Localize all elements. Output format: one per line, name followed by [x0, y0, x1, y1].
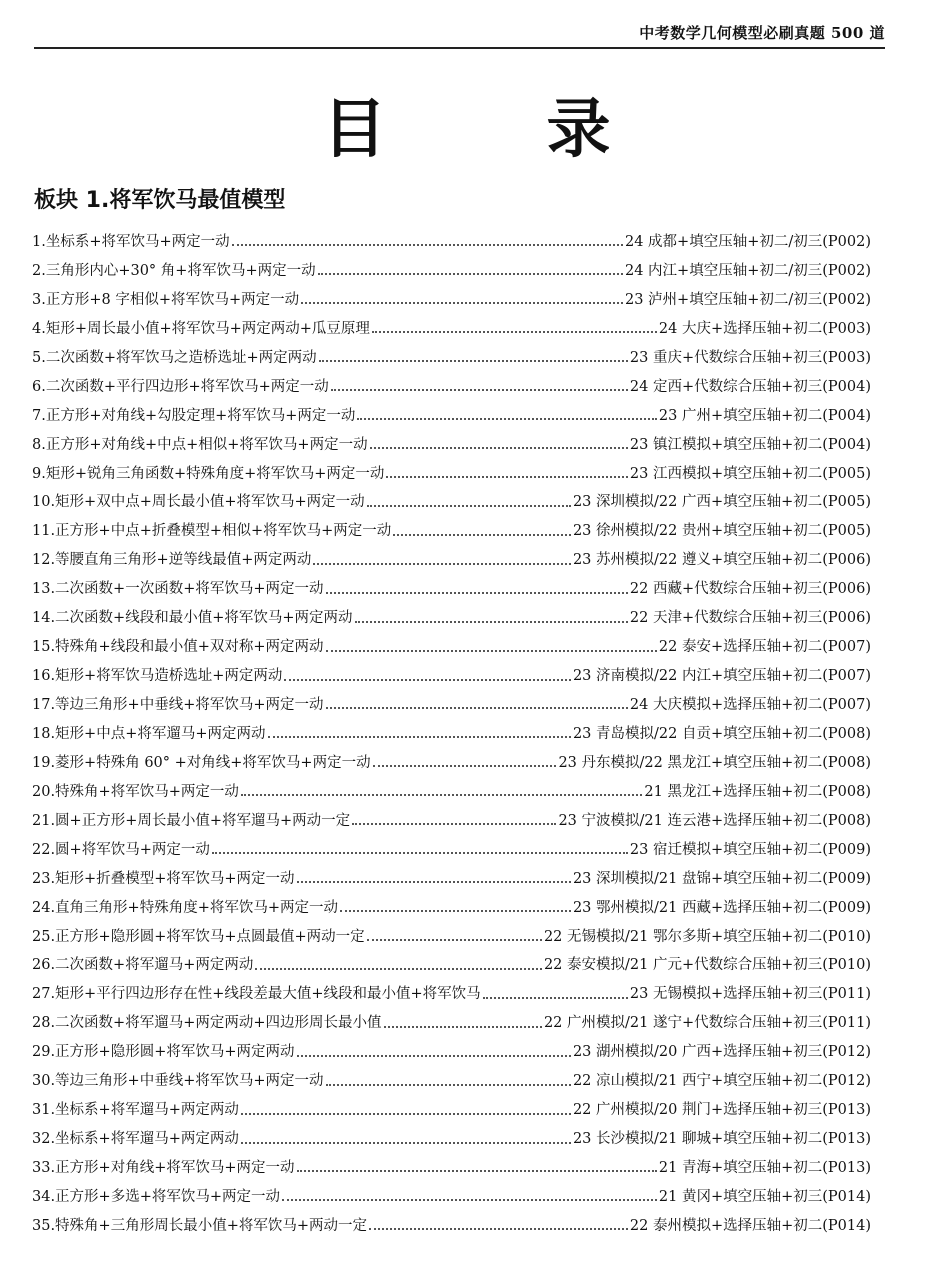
toc-leader-dots — [297, 1055, 571, 1057]
toc-list — [32, 228, 871, 1241]
toc-leader-dots — [297, 881, 571, 883]
toc-entry-title: 21.圆+正方形+周长最小值+将军遛马+两动一定 — [32, 812, 351, 829]
toc-entry-source: 23 宁波模拟/21 连云港+选择压轴+初二(P008) — [558, 812, 871, 829]
toc-entry-title: 17.等边三角形+中垂线+将军饮马+两定一动 — [32, 697, 324, 713]
toc-leader-dots — [326, 650, 657, 652]
toc-entry-title: 5.二次函数+将军饮马之造桥选址+两定两动 — [32, 349, 317, 366]
toc-leader-dots — [373, 765, 557, 767]
toc-entry-title: 29.正方形+隐形圆+将军饮马+两定两动 — [32, 1044, 295, 1061]
toc-entry-title: 23.矩形+折叠模型+将军饮马+两定一动 — [32, 870, 295, 887]
toc-leader-dots — [326, 707, 628, 709]
toc-entry[interactable] — [32, 575, 871, 604]
toc-entry-source: 22 泰州模拟+选择压轴+初二(P014) — [629, 1217, 871, 1234]
toc-entry[interactable] — [32, 749, 871, 778]
toc-entry[interactable] — [32, 344, 871, 373]
toc-entry[interactable] — [32, 894, 871, 923]
toc-entry[interactable] — [32, 633, 871, 662]
toc-entry-title: 3.正方形+8 字相似+将军饮马+两定一动 — [32, 291, 300, 308]
toc-leader-dots — [372, 331, 657, 333]
toc-entry-source: 23 广州+填空压轴+初二(P004) — [658, 407, 871, 424]
toc-entry-source: 21 黄冈+填空压轴+初三(P014) — [658, 1188, 871, 1205]
toc-leader-dots — [386, 476, 627, 478]
toc-entry-source: 23 湖州模拟/20 广西+选择压轴+初三(P012) — [572, 1044, 871, 1061]
toc-entry[interactable] — [32, 807, 871, 836]
toc-entry-title: 2.三角形内心+30° 角+将军饮马+两定一动 — [32, 262, 316, 279]
toc-entry[interactable] — [32, 1212, 871, 1241]
toc-entry-source: 24 内江+填空压轴+初二/初三(P002) — [625, 262, 871, 279]
toc-entry-title: 27.矩形+平行四边形存在性+线段差最大值+线段和最小值+将军饮马 — [32, 986, 481, 1003]
toc-entry[interactable] — [32, 1154, 871, 1183]
toc-entry-source: 23 深圳模拟/22 广西+填空压轴+初二(P005) — [572, 494, 871, 511]
toc-entry-title: 30.等边三角形+中垂线+将军饮马+两定一动 — [32, 1073, 324, 1090]
toc-entry-title: 28.二次函数+将军遛马+两定两动+四边形周长最小值 — [32, 1015, 382, 1032]
toc-leader-dots — [255, 968, 542, 970]
toc-entry-title: 26.二次函数+将军遛马+两定两动 — [32, 957, 254, 974]
toc-entry[interactable] — [32, 1009, 871, 1038]
toc-entry-source: 22 泰安模拟/21 广元+代数综合压轴+初三(P010) — [543, 957, 871, 974]
toc-entry[interactable] — [32, 402, 871, 431]
toc-entry[interactable] — [32, 691, 871, 720]
toc-leader-dots — [241, 1142, 571, 1144]
toc-entry[interactable] — [32, 1038, 871, 1067]
toc-leader-dots — [232, 244, 623, 246]
toc-entry-source: 22 泰安+选择压轴+初二(P007) — [658, 639, 871, 656]
toc-entry-title: 18.矩形+中点+将军遛马+两定两动 — [32, 725, 266, 742]
toc-entry-title: 8.正方形+对角线+中点+相似+将军饮马+两定一动 — [32, 436, 368, 453]
toc-leader-dots — [367, 939, 542, 941]
toc-entry-title: 19.菱形+特殊角 60° +对角线+将军饮马+两定一动 — [32, 754, 371, 771]
toc-entry[interactable] — [32, 865, 871, 894]
toc-entry[interactable] — [32, 286, 871, 315]
toc-entry-source: 23 重庆+代数综合压轴+初三(P003) — [629, 349, 871, 366]
toc-leader-dots — [326, 1084, 571, 1086]
toc-entry[interactable] — [32, 517, 871, 546]
toc-entry-title: 10.矩形+双中点+周长最小值+将军饮马+两定一动 — [32, 494, 365, 511]
toc-entry-title: 14.二次函数+线段和最小值+将军饮马+两定两动 — [32, 610, 353, 627]
toc-entry-title: 12.等腰直角三角形+逆等线最值+两定两动 — [32, 552, 312, 569]
toc-entry[interactable] — [32, 951, 871, 980]
toc-leader-dots — [319, 360, 628, 362]
toc-entry-source: 22 广州模拟/21 遂宁+代数综合压轴+初三(P011) — [543, 1015, 871, 1032]
toc-entry-title: 11.正方形+中点+折叠模型+相似+将军饮马+两定一动 — [32, 523, 392, 540]
toc-entry-source: 23 宿迁模拟+填空压轴+初二(P009) — [629, 841, 871, 858]
toc-entry[interactable] — [32, 315, 871, 344]
toc-leader-dots — [355, 621, 628, 623]
toc-leader-dots — [369, 1228, 628, 1230]
toc-entry-title: 20.特殊角+将军饮马+两定一动 — [32, 783, 239, 800]
running-header: 中考数学几何模型必刷真题 500 道 — [34, 22, 885, 49]
toc-entry-title: 31.坐标系+将军遛马+两定两动 — [32, 1102, 239, 1119]
toc-entry-title: 16.矩形+将军饮马造桥选址+两定两动 — [32, 668, 283, 685]
toc-entry-source: 23 江西模拟+填空压轴+初二(P005) — [629, 465, 871, 482]
toc-entry-source: 22 西藏+代数综合压轴+初三(P006) — [629, 581, 871, 598]
toc-entry-source: 23 青岛模拟/22 自贡+填空压轴+初二(P008) — [572, 725, 871, 742]
toc-entry[interactable] — [32, 720, 871, 749]
toc-leader-dots — [212, 852, 628, 854]
toc-entry-source: 23 泸州+填空压轴+初二/初三(P002) — [625, 291, 871, 308]
toc-leader-dots — [331, 389, 628, 391]
toc-leader-dots — [297, 1170, 657, 1172]
toc-entry-source: 22 凉山模拟/21 西宁+填空压轴+初二(P012) — [572, 1073, 871, 1090]
toc-entry[interactable] — [32, 257, 871, 286]
toc-entry-title: 25.正方形+隐形圆+将军饮马+点圆最值+两动一定 — [32, 928, 365, 945]
toc-entry[interactable] — [32, 778, 871, 807]
toc-entry[interactable] — [32, 373, 871, 402]
toc-entry-source: 22 无锡模拟/21 鄂尔多斯+填空压轴+初二(P010) — [543, 928, 871, 945]
toc-entry-title: 15.特殊角+线段和最小值+双对称+两定两动 — [32, 639, 324, 656]
toc-leader-dots — [301, 302, 623, 304]
toc-entry-source: 24 大庆+选择压轴+初二(P003) — [658, 320, 871, 337]
toc-leader-dots — [367, 505, 571, 507]
toc-entry[interactable] — [32, 836, 871, 865]
toc-entry-title: 6.二次函数+平行四边形+将军饮马+两定一动 — [32, 378, 329, 395]
toc-entry-source: 23 鄂州模拟/21 西藏+选择压轴+初二(P009) — [572, 899, 871, 916]
toc-entry-source: 23 镇江模拟+填空压轴+初二(P004) — [629, 436, 871, 453]
toc-leader-dots — [282, 1199, 657, 1201]
toc-leader-dots — [318, 273, 623, 275]
toc-entry-title: 33.正方形+对角线+将军饮马+两定一动 — [32, 1160, 295, 1176]
toc-entry-source: 24 大庆模拟+选择压轴+初二(P007) — [629, 697, 871, 713]
toc-entry[interactable] — [32, 923, 871, 952]
toc-entry-title: 13.二次函数+一次函数+将军饮马+两定一动 — [32, 581, 324, 598]
toc-leader-dots — [326, 592, 628, 594]
toc-entry-title: 9.矩形+锐角三角函数+特殊角度+将军饮马+两定一动 — [32, 465, 385, 482]
toc-entry[interactable] — [32, 228, 871, 257]
toc-entry-title: 22.圆+将军饮马+两定一动 — [32, 841, 210, 858]
toc-entry[interactable] — [32, 488, 871, 517]
page-title-char-1: 目 — [322, 93, 387, 167]
toc-entry-source: 23 济南模拟/22 内江+填空压轴+初二(P007) — [572, 668, 871, 685]
toc-entry-source: 22 广州模拟/20 荆门+选择压轴+初三(P013) — [572, 1102, 871, 1119]
toc-leader-dots — [340, 910, 571, 912]
toc-entry-source: 23 苏州模拟/22 遵义+填空压轴+初二(P006) — [572, 552, 871, 569]
toc-entry[interactable] — [32, 1096, 871, 1125]
toc-entry-title: 32.坐标系+将军遛马+两定两动 — [32, 1131, 239, 1148]
toc-entry[interactable] — [32, 1183, 871, 1212]
toc-entry-title: 34.正方形+多选+将军饮马+两定一动 — [32, 1188, 281, 1205]
page-title-char-2: 录 — [546, 93, 611, 167]
toc-entry-source: 21 黑龙江+选择压轴+初二(P008) — [644, 783, 871, 800]
toc-entry-source: 23 徐州模拟/22 贵州+填空压轴+初二(P005) — [572, 523, 871, 540]
toc-entry[interactable] — [32, 1125, 871, 1154]
toc-leader-dots — [352, 823, 556, 825]
page-title — [0, 78, 933, 170]
toc-entry-source: 21 青海+填空压轴+初二(P013) — [658, 1160, 871, 1176]
toc-entry-source: 23 无锡模拟+选择压轴+初三(P011) — [629, 986, 871, 1003]
toc-leader-dots — [483, 997, 628, 999]
toc-entry-title: 24.直角三角形+特殊角度+将军饮马+两定一动 — [32, 899, 339, 916]
toc-entry-source: 23 深圳模拟/21 盘锦+填空压轴+初二(P009) — [572, 870, 871, 887]
toc-leader-dots — [313, 563, 571, 565]
toc-entry-source: 23 长沙模拟/21 聊城+填空压轴+初二(P013) — [572, 1131, 871, 1148]
toc-entry[interactable] — [32, 546, 871, 575]
toc-leader-dots — [284, 679, 571, 681]
toc-leader-dots — [268, 736, 571, 738]
toc-entry[interactable] — [32, 431, 871, 460]
toc-entry-title: 4.矩形+周长最小值+将军饮马+两定两动+瓜豆原理 — [32, 320, 370, 337]
toc-entry[interactable] — [32, 662, 871, 691]
section-heading: 板块 1.将军饮马最值模型 — [34, 188, 286, 213]
toc-entry[interactable] — [32, 980, 871, 1009]
toc-entry[interactable] — [32, 460, 871, 489]
toc-entry[interactable] — [32, 604, 871, 633]
toc-leader-dots — [393, 534, 571, 536]
toc-leader-dots — [370, 447, 628, 449]
toc-leader-dots — [241, 794, 643, 796]
toc-entry-title: 35.特殊角+三角形周长最小值+将军饮马+两动一定 — [32, 1217, 368, 1234]
toc-entry-title: 7.正方形+对角线+勾股定理+将军饮马+两定一动 — [32, 407, 356, 424]
toc-entry-source: 24 成都+填空压轴+初二/初三(P002) — [625, 234, 871, 250]
toc-entry-source: 24 定西+代数综合压轴+初三(P004) — [629, 378, 871, 395]
toc-leader-dots — [241, 1113, 571, 1115]
toc-entry-title: 1.坐标系+将军饮马+两定一动 — [32, 234, 230, 250]
toc-leader-dots — [384, 1026, 542, 1028]
toc-leader-dots — [357, 418, 656, 420]
toc-entry-source: 23 丹东模拟/22 黑龙江+填空压轴+初二(P008) — [558, 754, 871, 771]
toc-entry-source: 22 天津+代数综合压轴+初三(P006) — [629, 610, 871, 627]
toc-entry[interactable] — [32, 1067, 871, 1096]
